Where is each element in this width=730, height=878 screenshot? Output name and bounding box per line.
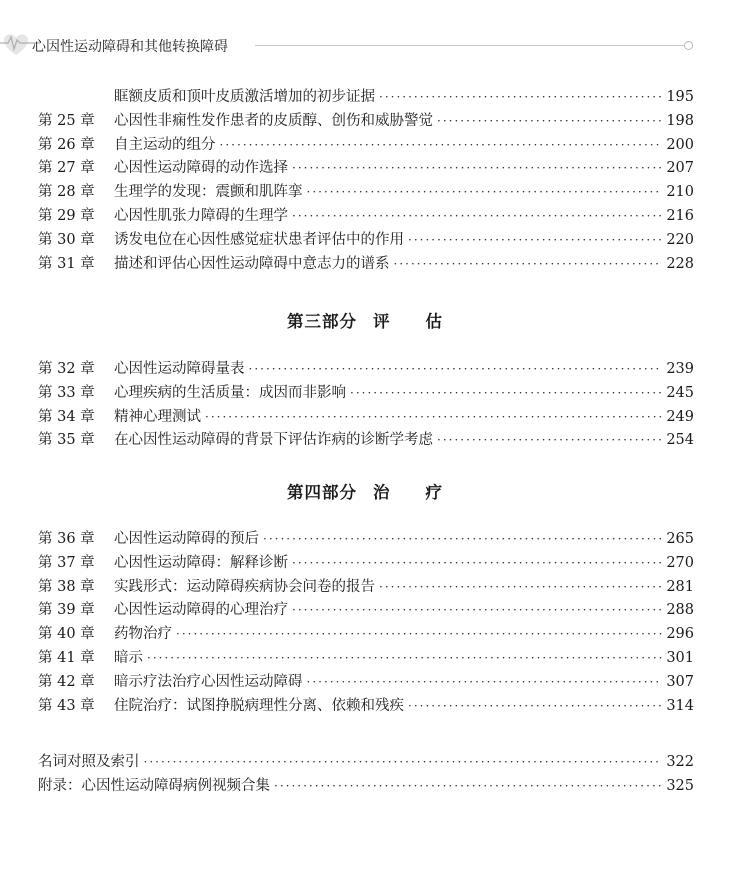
part-number: 第四部分 bbox=[287, 483, 357, 502]
entry-title: 在心因性运动障碍的背景下评估诈病的诊断学考虑 bbox=[114, 432, 433, 449]
page-number: 249 bbox=[666, 408, 694, 425]
entry-title: 自主运动的组分 bbox=[114, 136, 216, 153]
entry-line bbox=[114, 181, 694, 203]
entry-title: 心因性非痫性发作患者的皮质醇、创伤和威胁警觉 bbox=[114, 112, 433, 129]
page-number: 307 bbox=[666, 673, 694, 690]
page-number: 265 bbox=[666, 531, 694, 547]
toc-entry[interactable] bbox=[38, 528, 694, 550]
chapter-number: 第 31 章 bbox=[38, 255, 95, 272]
chapter-number: 第 41 章 bbox=[38, 650, 95, 666]
dot-leader bbox=[292, 205, 662, 227]
dot-leader bbox=[307, 181, 663, 203]
entry-title: 心因性运动障碍的动作选择 bbox=[114, 160, 288, 177]
toc-entry[interactable] bbox=[38, 134, 694, 156]
part-heading bbox=[0, 308, 730, 332]
chapter-number: 第 34 章 bbox=[38, 408, 95, 425]
chapter-number: 第 35 章 bbox=[38, 432, 95, 449]
entry-line bbox=[114, 382, 694, 404]
running-header bbox=[0, 28, 730, 64]
chapter-number: 第 25 章 bbox=[38, 112, 95, 129]
dot-leader bbox=[379, 576, 662, 598]
dot-leader bbox=[249, 358, 663, 380]
entry-line bbox=[38, 775, 694, 797]
entry-title: 附录：心因性运动障碍病例视频合集 bbox=[38, 777, 270, 794]
toc-entry[interactable] bbox=[38, 552, 694, 574]
page-number: 288 bbox=[666, 602, 694, 619]
dot-leader bbox=[292, 157, 662, 179]
entry-title: 眶额皮质和顶叶皮质激活增加的初步证据 bbox=[114, 89, 375, 105]
page-number: 239 bbox=[666, 361, 694, 377]
dot-leader bbox=[144, 751, 663, 773]
toc-entry[interactable] bbox=[38, 671, 694, 693]
page-number: 216 bbox=[666, 208, 694, 224]
toc-entry[interactable] bbox=[38, 229, 694, 251]
dot-leader bbox=[437, 429, 662, 451]
toc-entry[interactable] bbox=[38, 751, 694, 773]
page-number: 220 bbox=[666, 231, 694, 248]
dot-leader bbox=[408, 229, 662, 251]
page-number: 322 bbox=[666, 754, 694, 770]
entry-line bbox=[114, 205, 694, 227]
part-name: 治 疗 bbox=[373, 483, 443, 502]
entry-title: 诱发电位在心因性感觉症状患者评估中的作用 bbox=[114, 231, 404, 248]
dot-leader bbox=[379, 86, 662, 108]
chapter-number: 第 40 章 bbox=[38, 626, 95, 643]
entry-line bbox=[114, 406, 694, 428]
part-name: 评 估 bbox=[373, 312, 443, 331]
chapter-number: 第 39 章 bbox=[38, 602, 95, 619]
entry-title: 心因性肌张力障碍的生理学 bbox=[114, 208, 288, 224]
page-number: 281 bbox=[666, 578, 694, 595]
page-number: 270 bbox=[666, 554, 694, 571]
entry-line bbox=[114, 647, 694, 669]
chapter-number: 第 27 章 bbox=[38, 160, 95, 177]
entry-title: 暗示疗法治疗心因性运动障碍 bbox=[114, 673, 303, 690]
entry-title: 生理学的发现：震颤和肌阵挛 bbox=[114, 184, 303, 201]
toc-entry[interactable] bbox=[38, 253, 694, 275]
dot-leader bbox=[292, 552, 662, 574]
chapter-number: 第 38 章 bbox=[38, 578, 95, 595]
chapter-number: 第 37 章 bbox=[38, 554, 95, 571]
entry-line bbox=[114, 253, 694, 275]
toc-entry[interactable] bbox=[38, 406, 694, 428]
toc-entry[interactable] bbox=[38, 623, 694, 645]
entry-title: 住院治疗：试图挣脱病理性分离、依赖和残疾 bbox=[114, 697, 404, 714]
dot-leader bbox=[263, 528, 662, 550]
entry-title: 实践形式：运动障碍疾病协会问卷的报告 bbox=[114, 578, 375, 595]
chapter-number: 第 29 章 bbox=[38, 208, 95, 224]
page-number: 325 bbox=[666, 777, 694, 794]
chapter-number: 第 43 章 bbox=[38, 697, 95, 714]
dot-leader bbox=[176, 623, 662, 645]
chapter-number: 第 26 章 bbox=[38, 136, 95, 153]
entry-title: 精神心理测试 bbox=[114, 408, 201, 425]
page-number: 210 bbox=[666, 184, 694, 201]
entry-line bbox=[114, 229, 694, 251]
header-rule bbox=[255, 45, 685, 46]
entry-line bbox=[114, 528, 694, 550]
toc-entry[interactable] bbox=[38, 775, 694, 797]
toc-entry[interactable] bbox=[38, 205, 694, 227]
entry-line bbox=[114, 429, 694, 451]
page-number: 296 bbox=[666, 626, 694, 643]
dot-leader bbox=[408, 695, 662, 717]
chapter-number: 第 36 章 bbox=[38, 531, 95, 547]
entry-title: 描述和评估心因性运动障碍中意志力的谱系 bbox=[114, 255, 390, 272]
entry-title: 心理疾病的生活质量：成因而非影响 bbox=[114, 384, 346, 401]
entry-line bbox=[114, 576, 694, 598]
entry-line bbox=[114, 671, 694, 693]
dot-leader bbox=[205, 406, 662, 428]
entry-title: 心因性运动障碍：解释诊断 bbox=[114, 554, 288, 571]
entry-line bbox=[114, 157, 694, 179]
toc-entry[interactable] bbox=[38, 86, 694, 108]
dot-leader bbox=[437, 110, 662, 132]
entry-line bbox=[114, 695, 694, 717]
page-number: 200 bbox=[666, 136, 694, 153]
entry-line bbox=[114, 599, 694, 621]
page-number: 314 bbox=[666, 697, 694, 714]
entry-title: 药物治疗 bbox=[114, 626, 172, 643]
dot-leader bbox=[220, 134, 663, 156]
toc-entry[interactable] bbox=[38, 576, 694, 598]
entry-title: 名词对照及索引 bbox=[38, 754, 140, 770]
entry-line bbox=[114, 623, 694, 645]
dot-leader bbox=[394, 253, 663, 275]
toc-entry[interactable] bbox=[38, 358, 694, 380]
chapter-number: 第 28 章 bbox=[38, 184, 95, 201]
toc-entry[interactable] bbox=[38, 647, 694, 669]
dot-leader bbox=[147, 647, 662, 669]
toc-entry[interactable] bbox=[38, 181, 694, 203]
dot-leader bbox=[274, 775, 662, 797]
page-number: 301 bbox=[666, 650, 694, 666]
dot-leader bbox=[307, 671, 663, 693]
chapter-number: 第 33 章 bbox=[38, 384, 95, 401]
page-number: 198 bbox=[666, 112, 694, 129]
page-number: 254 bbox=[666, 432, 694, 449]
entry-line bbox=[114, 86, 694, 108]
part-number: 第三部分 bbox=[287, 312, 357, 331]
entry-line bbox=[114, 358, 694, 380]
entry-line bbox=[114, 134, 694, 156]
part-heading bbox=[0, 479, 730, 503]
page-number: 207 bbox=[666, 160, 694, 177]
toc-entry[interactable] bbox=[38, 695, 694, 717]
entry-title: 心因性运动障碍量表 bbox=[114, 361, 245, 377]
entry-title: 暗示 bbox=[114, 650, 143, 666]
entry-line bbox=[38, 751, 694, 773]
toc-entry[interactable] bbox=[38, 110, 694, 132]
chapter-number: 第 30 章 bbox=[38, 231, 95, 248]
entry-line bbox=[114, 110, 694, 132]
chapter-number: 第 32 章 bbox=[38, 361, 95, 377]
page-number: 245 bbox=[666, 384, 694, 401]
dot-leader bbox=[292, 599, 662, 621]
page-number: 228 bbox=[666, 255, 694, 272]
header-title: 心因性运动障碍和其他转换障碍 bbox=[32, 39, 228, 55]
header-dot-ornament bbox=[684, 41, 693, 50]
entry-line bbox=[114, 552, 694, 574]
entry-title: 心因性运动障碍的心理治疗 bbox=[114, 602, 288, 619]
page-number: 195 bbox=[666, 89, 694, 105]
entry-title: 心因性运动障碍的预后 bbox=[114, 531, 259, 547]
toc-entry[interactable] bbox=[38, 599, 694, 621]
chapter-number: 第 42 章 bbox=[38, 673, 95, 690]
toc-entry[interactable] bbox=[38, 382, 694, 404]
dot-leader bbox=[350, 382, 662, 404]
toc-entry[interactable] bbox=[38, 429, 694, 451]
toc-entry[interactable] bbox=[38, 157, 694, 179]
